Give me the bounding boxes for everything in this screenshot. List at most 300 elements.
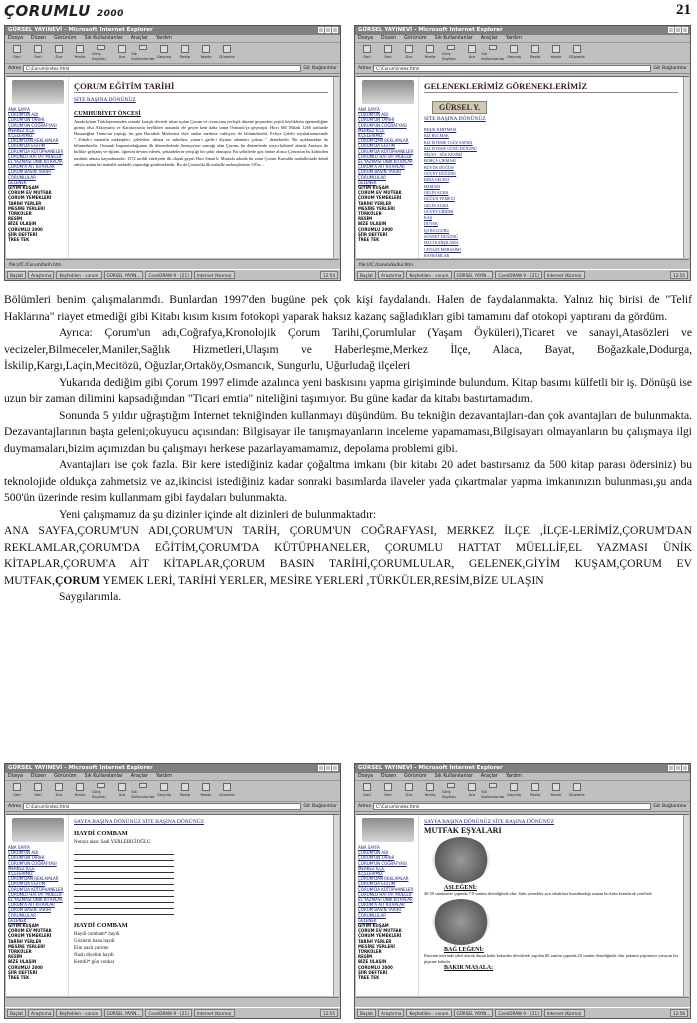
toolbar-label: Giriş Sayfası — [92, 789, 106, 799]
sidebar-link[interactable]: MESİRE YERLERİ — [8, 205, 45, 211]
sidebar-link[interactable]: ÇORUMLU HATTAT MÜELLİF — [8, 891, 63, 897]
sidebar-link[interactable]: RESİM — [358, 216, 373, 222]
address-label: Adres — [8, 804, 21, 809]
site-content — [419, 815, 683, 996]
toolbar-button[interactable] — [92, 45, 110, 61]
sidebar-link[interactable]: GİYİM KUŞAM — [8, 185, 39, 191]
window-titlebar — [5, 764, 340, 773]
close-icon[interactable] — [682, 765, 688, 771]
list-link[interactable]: KIZ BULMAK — [424, 133, 449, 139]
links-button[interactable]: Bağlantılar — [662, 804, 687, 809]
window-title: GÜRSEL YAYINEVİ - Microsoft Internet Explorer — [8, 27, 153, 33]
maximize-icon[interactable] — [325, 27, 331, 33]
toolbar-icon — [405, 45, 413, 53]
sidebar-link[interactable]: MERKEZ İLÇE — [8, 127, 35, 133]
menu-item[interactable]: Düzen — [380, 36, 397, 41]
toolbar-button[interactable] — [71, 783, 89, 799]
sidebar-link[interactable]: ÇORUM'UN TARİHİ — [8, 855, 45, 861]
sidebar-link[interactable]: ÇORUMLU 2000 — [8, 964, 43, 970]
sidebar-link[interactable]: ÇORUM'UN TARİHİ — [358, 117, 395, 123]
sidebar-link[interactable]: ÇORUMLULAR — [358, 912, 386, 918]
sidebar-link[interactable]: ÇORUM EV MUTFAK — [8, 928, 52, 934]
menu-item[interactable]: Dosya — [358, 774, 373, 779]
sidebar-link[interactable]: ÇORUM'DA EĞİTİM — [358, 143, 396, 149]
sidebar-link[interactable]: ÇORUM'A AİT KİTAPLAR — [8, 902, 55, 908]
menu-item[interactable]: Araçlar — [130, 774, 148, 779]
nav-links[interactable]: SAYFA BAŞINA DÖNÜNÜZ SİTE BAŞINA DÖNÜNÜZ — [74, 819, 205, 825]
toolbar-button[interactable] — [113, 45, 131, 61]
sidebar-link[interactable]: ÇORUMLULAR — [8, 174, 36, 180]
close-icon[interactable] — [332, 27, 338, 33]
toolbar-label: Geri — [13, 792, 21, 797]
sidebar-link[interactable]: BİZE ULAŞIN — [8, 221, 37, 227]
toolbar-icon — [160, 45, 168, 53]
links-button[interactable]: Bağlantılar — [312, 66, 337, 71]
taskbar-item[interactable]: Internet (Karma) — [194, 1009, 235, 1017]
sidebar-link[interactable]: ÇORUM YEMEKLERİ — [358, 195, 402, 201]
sidebar-link[interactable]: ÇORUM'DA EĞİTİM — [358, 881, 396, 887]
toolbar-button[interactable] — [421, 45, 439, 61]
sidebar-link[interactable]: ÇORUM'A AİT KİTAPLAR — [8, 164, 55, 170]
sidebar-link[interactable]: ÇORUM'DAN REKLAMLAR — [358, 876, 409, 882]
sidebar-link[interactable]: MERKEZ İLÇE — [8, 865, 35, 871]
go-button[interactable]: Git — [303, 804, 311, 809]
close-icon[interactable] — [682, 27, 688, 33]
menu-item[interactable]: Görünüm — [404, 774, 427, 779]
toolbar-button[interactable] — [505, 45, 523, 61]
address-input[interactable]: C:\Corum\index.html — [23, 803, 301, 810]
sidebar-link[interactable]: TARİHİ YERLER — [8, 938, 42, 944]
sidebar-link[interactable]: ÇORUMLULAR — [8, 912, 36, 918]
list-link[interactable]: GÜVEY GİRDİSİ — [424, 208, 454, 214]
sidebar-link[interactable]: ÇORUM YEMEKLERİ — [358, 933, 402, 939]
links-button[interactable]: Bağlantılar — [312, 804, 337, 809]
sidebar-link[interactable]: EL YAZMASI ÜNİK KİTAPLAR — [358, 897, 413, 903]
toolbar-icon — [510, 45, 518, 53]
toolbar-button[interactable] — [29, 45, 47, 61]
toolbar-button[interactable] — [50, 45, 68, 61]
sidebar-link[interactable]: ÇORUM BASIN TARİHİ — [8, 169, 51, 175]
sidebar-link[interactable]: GELENEK — [8, 179, 27, 185]
toolbar-button[interactable] — [547, 783, 565, 799]
toolbar-button[interactable] — [442, 783, 460, 799]
sidebar-link[interactable]: ÇORUM'DA EĞİTİM — [8, 143, 46, 149]
toolbar-icon — [405, 783, 413, 791]
sidebar-link[interactable]: TREE TEK — [8, 237, 30, 243]
sidebar-link[interactable]: ÇORUM'DAN REKLAMLAR — [358, 138, 409, 144]
lyric-line: Haydi combam* haydi — [74, 932, 120, 937]
sidebar-link[interactable]: TÜRKÜLER — [358, 949, 382, 955]
sidebar-link[interactable]: TARİHİ YERLER — [358, 200, 392, 206]
browser-window-tl — [4, 25, 341, 281]
sidebar-link[interactable]: ÇORUMLU 2000 — [358, 964, 393, 970]
list-link[interactable]: BOHÇA ÇIKMASI — [424, 158, 456, 164]
sidebar-link[interactable]: ŞİİR DEFTERİ — [8, 969, 38, 975]
item-desc: 40-50 santimetre çapında,7-8 santim derinliğinde olur. Sulu yemekler ayrı tabaklara konulmadığı zaman bu kaba konularak yenilirdi. — [424, 891, 653, 896]
sidebar-link[interactable]: ÇORUM'UN COĞRAFYASI — [8, 860, 57, 866]
list-link[interactable]: KAŞ — [424, 215, 433, 221]
taskbar-item[interactable]: Araştırma — [378, 1009, 404, 1017]
item-photo — [432, 837, 490, 883]
sidebar-link[interactable]: ÇORUM'UN COĞRAFYASI — [358, 860, 407, 866]
sidebar-link[interactable]: ÇORUMLU HATTAT MÜELLİF — [8, 153, 63, 159]
menu-item[interactable]: Yardım — [155, 774, 172, 779]
menu-item[interactable]: Sık Kullanılanlar — [434, 774, 473, 779]
go-button[interactable]: Git — [653, 804, 661, 809]
toolbar-button[interactable] — [568, 45, 586, 61]
sidebar-link[interactable]: ÇORUM'DA KÜTÜPHANELER — [8, 148, 64, 154]
sidebar-link[interactable]: ANA SAYFA — [358, 107, 380, 112]
taskbar-item[interactable]: Başlat — [7, 271, 26, 279]
body-text — [4, 292, 692, 606]
site-logo — [12, 80, 64, 104]
menu-item[interactable]: Düzen — [30, 36, 47, 41]
scrollbar[interactable] — [333, 77, 339, 258]
menu-item[interactable]: Düzen — [30, 774, 47, 779]
sidebar-link[interactable]: MERKEZ İLÇE — [358, 865, 385, 871]
scrollbar[interactable] — [683, 815, 689, 996]
sidebar-link[interactable]: ÇORUM'DA KÜTÜPHANELER — [8, 886, 64, 892]
sidebar-link[interactable]: ÇORUM BASIN TARİHİ — [8, 907, 51, 913]
menu-bar — [5, 773, 340, 781]
sidebar-link[interactable]: ÇORUM EV MUTFAK — [358, 190, 402, 196]
list-link[interactable]: CENAZE MERASİMİ — [424, 246, 461, 252]
sidebar-link[interactable]: MESİRE YERLERİ — [358, 205, 395, 211]
toolbar-button[interactable] — [400, 45, 418, 61]
taskbar-item[interactable]: CorelDRAW 9 - [21] — [495, 1009, 541, 1017]
list-link[interactable]: HACI KARŞILAMA — [424, 240, 459, 246]
sidebar-link[interactable]: ÇORUM'DA KÜTÜPHANELER — [358, 148, 414, 154]
taskbar-item[interactable]: GÜRSEL YAYIN... — [454, 1009, 494, 1017]
sidebar-link[interactable]: GİYİM KUŞAM — [358, 923, 389, 929]
status-bar: file:///C:/corum/kultur.htm — [356, 259, 689, 269]
sidebar-link[interactable]: GELENEK — [358, 179, 377, 185]
sidebar-link[interactable]: İLÇELERİMİZ — [8, 871, 33, 877]
sidebar-link[interactable]: ÇORUMLU 2000 — [358, 226, 393, 232]
go-button[interactable]: Git — [653, 66, 661, 71]
list-link[interactable]: GÜVEY DÜĞÜNÜ — [424, 171, 457, 177]
sidebar-link[interactable]: ÇORUM YEMEKLERİ — [8, 933, 52, 939]
list-link[interactable]: KIZ İSTEME-İ GÜZ SATMA — [424, 139, 473, 145]
scrollbar[interactable] — [333, 815, 339, 996]
list-link[interactable]: DÜĞÜN YEMEĞİ — [424, 196, 455, 202]
taskbar-item[interactable]: Internet (Karma) — [544, 271, 585, 279]
menu-item[interactable]: Düzen — [380, 774, 397, 779]
toolbar-button[interactable] — [379, 45, 397, 61]
toolbar-button[interactable] — [481, 45, 505, 61]
minimize-icon[interactable] — [318, 765, 324, 771]
sidebar-link[interactable]: TÜRKÜLER — [8, 211, 32, 217]
sidebar-link[interactable]: GİYİM KUŞAM — [358, 185, 389, 191]
sidebar-link[interactable]: MERKEZ İLÇE — [358, 127, 385, 133]
sidebar-link[interactable]: ANA SAYFA — [8, 107, 30, 112]
toolbar-button[interactable] — [155, 783, 173, 799]
toolbar-button[interactable] — [379, 783, 397, 799]
sidebar-link[interactable]: ÇORUM'DA EĞİTİM — [8, 881, 46, 887]
toolbar-button[interactable] — [218, 45, 236, 61]
sidebar-link[interactable]: BİZE ULAŞIN — [358, 221, 387, 227]
sidebar-link[interactable]: ÇORUM'UN TARİHİ — [8, 117, 45, 123]
page-header — [0, 0, 697, 22]
toolbar-icon — [202, 45, 210, 53]
sidebar-link[interactable]: BİZE ULAŞIN — [358, 959, 387, 965]
sidebar-link[interactable]: İLÇELERİMİZ — [8, 133, 33, 139]
toolbar-button[interactable] — [50, 783, 68, 799]
toolbar-button[interactable] — [8, 45, 26, 61]
menu-item[interactable]: Dosya — [358, 36, 373, 41]
list-link[interactable]: SÜNNET DÜĞÜNÜ — [424, 234, 459, 240]
taskbar-item[interactable]: GÜRSEL YAYIN... — [104, 1009, 144, 1017]
list-link[interactable]: HAMAM — [424, 183, 440, 189]
sidebar-link[interactable]: ÇORUM YEMEKLERİ — [8, 195, 52, 201]
toolbar-icon — [447, 783, 455, 788]
site-content — [69, 815, 333, 996]
minimize-icon[interactable] — [668, 27, 674, 33]
taskbar-item[interactable]: Keşfedilen - corum — [56, 1009, 101, 1017]
sidebar-link[interactable]: ÇORUM'A AİT KİTAPLAR — [358, 902, 405, 908]
sidebar-link[interactable]: ÇORUM'UN ADI — [358, 112, 389, 118]
sidebar-link[interactable]: GELENEK — [8, 917, 27, 923]
sidebar-link[interactable]: RESİM — [8, 954, 23, 960]
toolbar-button[interactable] — [218, 783, 236, 799]
toolbar-button[interactable] — [131, 45, 155, 61]
toolbar-button[interactable] — [358, 45, 376, 61]
taskbar-item[interactable]: GÜRSEL YAYIN... — [104, 271, 144, 279]
site-sidebar — [356, 77, 419, 258]
home-link[interactable]: SİTE BAŞINA DÖNÜNÜZ — [424, 116, 486, 122]
item-desc: Kürenin üzerinde tahıl olarak duran,kalın bakırdan dövülerek yapılan,80 santim çapında,20 santim derinliğinde olur pekmez pişirmeye yarayan bir pişirme kabıdır. — [424, 953, 678, 965]
toolbar-label: İleri — [34, 54, 42, 59]
sidebar-link[interactable]: TARİHİ YERLER — [8, 200, 42, 206]
sidebar-link[interactable]: TREE TEK — [8, 975, 30, 981]
maximize-icon[interactable] — [675, 765, 681, 771]
sidebar-link[interactable]: GELENEK — [358, 917, 377, 923]
sidebar-link[interactable]: RESİM — [358, 954, 373, 960]
toolbar-label: Giriş Sayfası — [442, 51, 456, 61]
minimize-icon[interactable] — [668, 765, 674, 771]
menu-item[interactable]: Yardım — [155, 36, 172, 41]
taskbar-item[interactable]: Başlat — [357, 271, 376, 279]
close-icon[interactable] — [332, 765, 338, 771]
sidebar-link[interactable]: ÇORUM'A AİT KİTAPLAR — [358, 164, 405, 170]
address-label: Adres — [358, 66, 371, 71]
toolbar-button[interactable] — [400, 783, 418, 799]
toolbar-button[interactable] — [131, 783, 155, 799]
toolbar-button[interactable] — [505, 783, 523, 799]
home-link[interactable]: SİTE BAŞINA DÖNÜNÜZ — [74, 97, 136, 103]
toolbar-button[interactable] — [176, 45, 194, 61]
toolbar-button[interactable] — [197, 45, 215, 61]
toolbar-label: Posta — [529, 54, 541, 59]
toolbar-button[interactable] — [463, 45, 481, 61]
toolbar-button[interactable] — [463, 783, 481, 799]
lyric-line: Kemlil* gün vonkar — [74, 960, 115, 965]
toolbar-button[interactable] — [176, 783, 194, 799]
sidebar-link[interactable]: ŞİİR DEFTERİ — [358, 231, 388, 237]
menu-item[interactable]: Dosya — [8, 36, 23, 41]
site-content — [69, 77, 333, 258]
sidebar-link[interactable]: ÇORUMLU HATTAT MÜELLİF — [358, 891, 413, 897]
sidebar-link[interactable]: BİZE ULAŞIN — [8, 959, 37, 965]
menu-item[interactable]: Sık Kullanılanlar — [84, 774, 123, 779]
taskbar-item[interactable]: CorelDRAW 9 - [21] — [145, 1009, 191, 1017]
sidebar-link[interactable]: EL YAZMASI ÜNİK KİTAPLAR — [8, 159, 63, 165]
sidebar-link[interactable]: EL YAZMASI ÜNİK KİTAPLAR — [358, 159, 413, 165]
taskbar-item[interactable]: CorelDRAW 9 - [21] — [145, 271, 191, 279]
sidebar-link[interactable]: MESİRE YERLERİ — [358, 943, 395, 949]
toolbar-icon — [76, 45, 84, 53]
list-link[interactable]: GELİN ALMA — [424, 202, 449, 208]
toolbar-label: Dur — [55, 54, 63, 59]
sidebar-link[interactable]: ANA SAYFA — [8, 845, 30, 850]
toolbar-label: Geçmiş — [156, 54, 172, 59]
menu-item[interactable]: Araçlar — [480, 774, 498, 779]
list-link[interactable]: DUVAK — [424, 221, 438, 227]
maximize-icon[interactable] — [675, 27, 681, 33]
taskbar-item[interactable]: Keşfedilen - corum — [406, 271, 451, 279]
sheet-music-image — [74, 849, 174, 917]
sidebar-link[interactable]: ÇORUMLU 2000 — [8, 226, 43, 232]
list-link[interactable]: KIZ İSTEME GÜNÜ DÜNÜRÜ — [424, 145, 477, 151]
sidebar-link[interactable]: EL YAZMASI ÜNİK KİTAPLAR — [8, 897, 63, 903]
toolbar-button[interactable] — [421, 783, 439, 799]
menu-item[interactable]: Araçlar — [130, 36, 148, 41]
sidebar-link[interactable]: TÜRKÜLER — [358, 211, 382, 217]
taskbar-item[interactable]: Keşfedilen - corum — [406, 1009, 451, 1017]
toolbar-button[interactable] — [71, 45, 89, 61]
taskbar-item[interactable]: Başlat — [357, 1009, 376, 1017]
sidebar-link[interactable]: İLÇELERİMİZ — [358, 133, 383, 139]
toolbar-button[interactable] — [547, 45, 565, 61]
sidebar-link[interactable]: RESİM — [8, 216, 23, 222]
go-button[interactable]: Git — [303, 66, 311, 71]
scrollbar[interactable] — [683, 77, 689, 258]
sidebar-link[interactable]: ÇORUM'UN ADI — [8, 850, 39, 856]
menu-item[interactable]: Görünüm — [404, 36, 427, 41]
toolbar-label: İleri — [384, 792, 392, 797]
sidebar-link[interactable]: İLÇELERİMİZ — [358, 871, 383, 877]
taskbar-item[interactable]: Keşfedilen - corum — [56, 271, 101, 279]
maximize-icon[interactable] — [325, 765, 331, 771]
toolbar-icon — [97, 45, 105, 50]
nav-links[interactable]: SAYFA BAŞINA DÖNÜNÜZ SİTE BAŞINA DÖNÜNÜZ — [424, 819, 555, 825]
brand-year: 2000 — [96, 9, 124, 19]
sidebar-link[interactable]: ŞİİR DEFTERİ — [358, 969, 388, 975]
minimize-icon[interactable] — [318, 27, 324, 33]
taskbar-item[interactable]: CorelDRAW 9 - [21] — [495, 271, 541, 279]
taskbar-item[interactable]: Başlat — [7, 1009, 26, 1017]
toolbar-button[interactable] — [29, 783, 47, 799]
taskbar-item[interactable]: Araştırma — [378, 271, 404, 279]
sidebar-link[interactable]: MESİRE YERLERİ — [8, 943, 45, 949]
sidebar-link[interactable]: ÇORUMLULAR — [358, 174, 386, 180]
toolbar-button[interactable] — [526, 783, 544, 799]
sidebar-link[interactable]: TÜRKÜLER — [8, 949, 32, 955]
sidebar-link[interactable]: TREE TEK — [358, 975, 380, 981]
directory-list-c: YEMEK LERİ, TARİHİ YERLER, MESİRE YERLERİ ,TÜRKÜLER,RESİM,BİZE ULAŞIN — [100, 573, 544, 587]
toolbar-button[interactable] — [358, 783, 376, 799]
sidebar-link[interactable]: TARİHİ YERLER — [358, 938, 392, 944]
sidebar-link[interactable]: ÇORUM'DAN REKLAMLAR — [8, 876, 59, 882]
toolbar-button[interactable] — [526, 45, 544, 61]
menu-item[interactable]: Yardım — [505, 774, 522, 779]
sidebar-link[interactable]: GİYİM KUŞAM — [8, 923, 39, 929]
sidebar-link[interactable]: ÇORUM'UN ADI — [8, 112, 39, 118]
menu-item[interactable]: Yardım — [505, 36, 522, 41]
list-link[interactable]: NİŞAN - SÖZ KESİMİ — [424, 152, 462, 158]
list-link[interactable]: İŞİ BULGURU — [424, 227, 450, 233]
sidebar-link[interactable]: ÇORUM'UN COĞRAFYASI — [8, 122, 57, 128]
toolbar — [5, 43, 340, 64]
menu-item[interactable]: Sık Kullanılanlar — [84, 36, 123, 41]
toolbar-label: Yenile — [74, 792, 86, 797]
toolbar-icon — [13, 783, 21, 791]
address-input[interactable]: C:\Corum\index.html — [373, 65, 651, 72]
taskbar-item[interactable]: Araştırma — [28, 271, 54, 279]
lyric-line: Nazlı diyelim haydi — [74, 953, 114, 958]
menu-item[interactable]: Dosya — [8, 774, 23, 779]
toolbar-button[interactable] — [155, 45, 173, 61]
toolbar-button[interactable] — [92, 783, 110, 799]
taskbar-item[interactable]: Internet (Karma) — [194, 271, 235, 279]
sidebar-link[interactable]: ŞİİR DEFTERİ — [8, 231, 38, 237]
sidebar-link[interactable]: ÇORUM EV MUTFAK — [358, 928, 402, 934]
toolbar-label: Ara — [118, 792, 126, 797]
list-link[interactable]: BEŞİK KERTMESİ — [424, 127, 457, 132]
toolbar-label: Geçmiş — [156, 792, 172, 797]
sidebar-link[interactable]: ÇORUM EV MUTFAK — [8, 190, 52, 196]
toolbar-button[interactable] — [113, 783, 131, 799]
address-input[interactable]: C:\Corum\index.html — [23, 65, 301, 72]
toolbar-button[interactable] — [442, 45, 460, 61]
toolbar-button[interactable] — [8, 783, 26, 799]
sidebar-link[interactable]: ÇORUM'UN ADI — [358, 850, 389, 856]
list-link[interactable]: GELİN ALMA — [424, 189, 449, 195]
toolbar-button[interactable] — [197, 783, 215, 799]
menu-item[interactable]: Görünüm — [54, 774, 77, 779]
toolbar-label: Posta — [179, 54, 191, 59]
sidebar-link[interactable]: ANA SAYFA — [358, 845, 380, 850]
toolbar-label: Ara — [468, 792, 476, 797]
toolbar-button[interactable] — [481, 783, 505, 799]
sidebar-link[interactable]: ÇORUM'UN TARİHİ — [358, 855, 395, 861]
sidebar-link[interactable]: ÇORUM'DA KÜTÜPHANELER — [358, 886, 414, 892]
links-button[interactable]: Bağlantılar — [662, 66, 687, 71]
list-link[interactable]: BÜYÜK DÜĞÜN — [424, 164, 454, 170]
list-link[interactable]: BAYRAMLAR — [424, 252, 450, 258]
toolbar-button[interactable] — [568, 783, 586, 799]
address-label: Adres — [358, 804, 371, 809]
sidebar-link[interactable]: ÇORUMLU HATTAT MÜELLİF — [358, 153, 413, 159]
toolbar-label: Yazdır — [550, 54, 562, 59]
menu-item[interactable]: Görünüm — [54, 36, 77, 41]
taskbar — [5, 1007, 340, 1018]
list-link[interactable]: KINA GECESİ — [424, 177, 449, 183]
toolbar-icon — [384, 45, 392, 53]
address-input[interactable]: C:\Corum\index.html — [373, 803, 651, 810]
sidebar-link[interactable]: ÇORUM BASIN TARİHİ — [358, 169, 401, 175]
sidebar-link[interactable]: ÇORUM'DAN REKLAMLAR — [8, 138, 59, 144]
sidebar-link[interactable]: TREE TEK — [358, 237, 380, 243]
sidebar-link[interactable]: ÇORUM BASIN TARİHİ — [358, 907, 401, 913]
menu-item[interactable]: Araçlar — [480, 36, 498, 41]
menu-item[interactable]: Sık Kullanılanlar — [434, 36, 473, 41]
taskbar-item[interactable]: Araştırma — [28, 1009, 54, 1017]
taskbar-item[interactable]: GÜRSEL YAYIN... — [454, 271, 494, 279]
toolbar-label: Sık Kullanılanlar — [481, 51, 505, 61]
taskbar-item[interactable]: Internet (Karma) — [544, 1009, 585, 1017]
sidebar-link[interactable]: ÇORUM'UN COĞRAFYASI — [358, 122, 407, 128]
